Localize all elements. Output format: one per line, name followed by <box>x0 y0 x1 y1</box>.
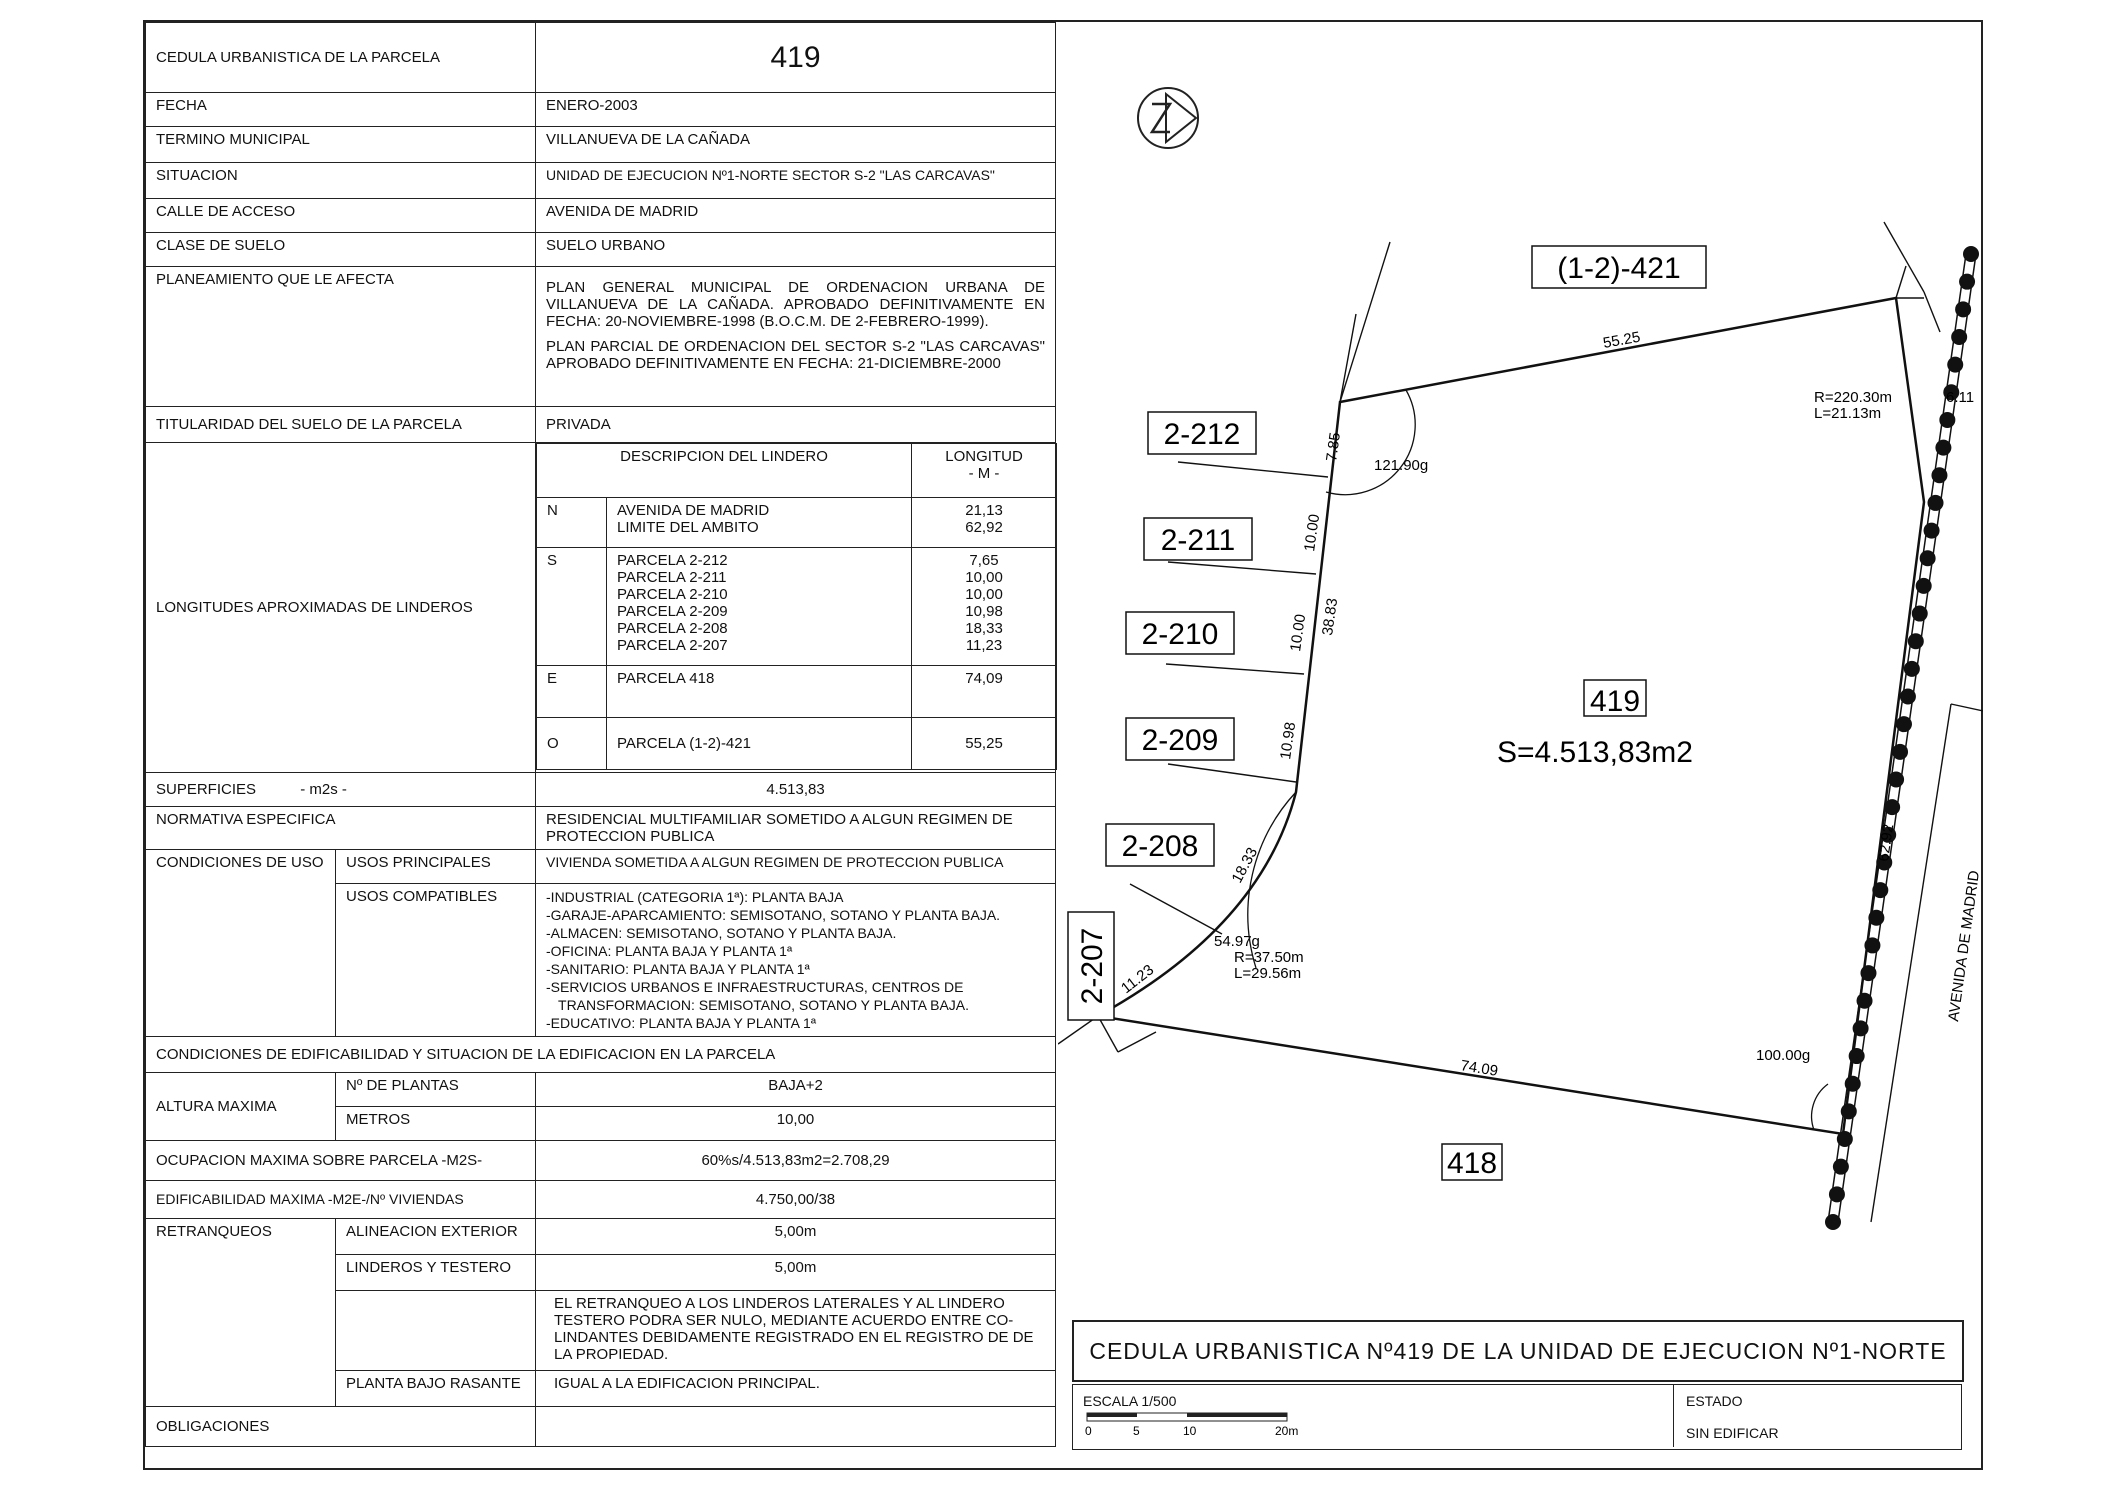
tree-icon <box>1845 1076 1861 1092</box>
tree-icon <box>1928 495 1944 511</box>
label-2-209: 2-209 <box>1141 724 1219 757</box>
superficies-value: 4.513,83 <box>536 773 1056 807</box>
dim-10-00-a: 10.00 <box>1301 513 1324 553</box>
parcel-area: S=4.513,83m2 <box>1497 736 1693 769</box>
uso-compatible-item: TRANSFORMACION: SEMISOTANO, SOTANO Y PLANTA BAJA. <box>558 997 970 1013</box>
label-2-207: 2-207 <box>1076 927 1109 1005</box>
tree-icon <box>1912 606 1928 622</box>
metros-label: METROS <box>336 1107 536 1141</box>
lindero-values-n <box>912 498 1057 548</box>
dim-11-23: 11.23 <box>1117 961 1158 998</box>
plantas-value: BAJA+2 <box>536 1073 1056 1107</box>
tree-icon <box>1963 246 1979 262</box>
obligaciones-label: OBLIGACIONES <box>146 1407 536 1447</box>
label-2-210: 2-210 <box>1141 618 1219 651</box>
lindero-item: AVENIDA DE MADRID <box>617 502 770 519</box>
planeamiento-text-1: PLAN GENERAL MUNICIPAL DE ORDENACION URBANA DE VILLANUEVA DE LA CAÑADA. APROBADO DEFINITIVAMENTE EN FECHA: 20-NOVIEMBRE-1998 (B.O.C.M. DE 2-FEBRERO-1999). <box>546 279 1046 330</box>
uso-compatible-item: -SERVICIOS URBANOS E INFRAESTRUCTURAS, CENTROS DE <box>546 979 964 995</box>
edificabilidad-header: CONDICIONES DE EDIFICABILIDAD Y SITUACION DE LA EDIFICACION EN LA PARCELA <box>146 1037 1056 1073</box>
usos-principales-label: USOS PRINCIPALES <box>336 850 536 884</box>
edif-max-value: 4.750,00/38 <box>536 1181 1056 1219</box>
planta-bajo-value: IGUAL A LA EDIFICACION PRINCIPAL. <box>536 1371 1056 1407</box>
label-2-212: 2-212 <box>1163 418 1241 451</box>
lindero-items-n <box>607 498 912 548</box>
superficies-label-cell <box>146 773 536 807</box>
situacion-label: SITUACION <box>146 163 536 199</box>
angle-54-97: 54.97g <box>1214 933 1260 950</box>
cedula-label: CEDULA URBANISTICA DE LA PARCELA <box>146 23 536 93</box>
lindero-items-s <box>607 548 912 666</box>
tree-icon <box>1900 689 1916 705</box>
dim-55-25: 55.25 <box>1601 328 1642 352</box>
angle-100: 100.00g <box>1756 1047 1811 1064</box>
lindero-item: PARCELA 2-210 <box>617 586 728 603</box>
planeamiento-text-2: PLAN PARCIAL DE ORDENACION DEL SECTOR S-2 "LAS CARCAVAS" APROBADO DEFINITIVAMENTE EN FECHA: 21-DICIEMBRE-2000 <box>546 338 1046 372</box>
plantas-label: Nº DE PLANTAS <box>336 1073 536 1107</box>
metros-value: 10,00 <box>536 1107 1056 1141</box>
curve1-radius: R=220.30m <box>1814 389 1892 406</box>
titularidad-value: PRIVADA <box>536 407 1056 443</box>
lindero-value: 62,92 <box>965 519 1003 536</box>
tree-icon <box>1931 467 1947 483</box>
dim-6-11: 6.11 <box>1946 389 1975 406</box>
tree-icon <box>1872 882 1888 898</box>
tree-icon <box>1939 412 1955 428</box>
scale-label: ESCALA 1/500 <box>1083 1393 1177 1409</box>
curve1-length: L=21.13m <box>1814 405 1882 422</box>
label-2-208: 2-208 <box>1121 830 1199 863</box>
uso-compatible-item: -SANITARIO: PLANTA BAJA Y PLANTA 1ª <box>546 961 810 977</box>
cedula-table-panel <box>145 22 1055 1468</box>
scale-section <box>1083 1393 1303 1442</box>
uso-compatible-item: -OFICINA: PLANTA BAJA Y PLANTA 1ª <box>546 943 793 959</box>
dim-38-83: 38.83 <box>1319 597 1342 637</box>
dim-10-00-b: 10.00 <box>1287 613 1310 653</box>
lindero-item: LIMITE DEL AMBITO <box>617 519 759 536</box>
titularidad-label: TITULARIDAD DEL SUELO DE LA PARCELA <box>146 407 536 443</box>
lindero-value: 10,00 <box>965 569 1003 586</box>
obligaciones-value <box>536 1407 1056 1447</box>
tree-icon <box>1825 1214 1841 1230</box>
scale-tick: 20m <box>1275 1424 1299 1438</box>
usos-principales-value: VIVIENDA SOMETIDA A ALGUN REGIMEN DE PROTECCION PUBLICA <box>536 850 1056 884</box>
label-421: (1-2)-421 <box>1557 252 1681 285</box>
tree-icon <box>1888 771 1904 787</box>
plan-drawing-panel <box>1058 22 1983 1468</box>
tree-icon <box>1951 329 1967 345</box>
scale-bar <box>1083 1409 1303 1439</box>
clase-value: SUELO URBANO <box>536 233 1056 267</box>
tree-icon <box>1955 301 1971 317</box>
linderos-head-long <box>912 444 1057 498</box>
lindero-dir-o: O <box>537 718 607 770</box>
tree-icon <box>1896 716 1912 732</box>
lindero-item: PARCELA 418 <box>607 666 912 718</box>
street-name: AVENIDA DE MADRID <box>1945 869 1983 1023</box>
tree-icon <box>1853 1020 1869 1036</box>
tree-icon <box>1833 1159 1849 1175</box>
clase-label: CLASE DE SUELO <box>146 233 536 267</box>
tree-icon <box>1864 937 1880 953</box>
usos-compatibles-label: USOS COMPATIBLES <box>336 884 536 1037</box>
lindero-value: 18,33 <box>965 620 1003 637</box>
curve2-length: L=29.56m <box>1234 965 1302 982</box>
parcel-number: 419 <box>536 23 1056 93</box>
lindero-item: PARCELA 2-207 <box>617 637 728 654</box>
dim-7-85: 7.85 <box>1323 431 1345 463</box>
tree-icon <box>1829 1186 1845 1202</box>
tree-icon <box>1892 744 1908 760</box>
planeamiento-value <box>536 267 1056 407</box>
termino-value: VILLANUEVA DE LA CAÑADA <box>536 127 1056 163</box>
planeamiento-label: PLANEAMIENTO QUE LE AFECTA <box>146 267 536 407</box>
linderos-head-unit: - M - <box>968 465 1000 482</box>
tree-icon <box>1935 440 1951 456</box>
lindero-item: PARCELA 2-208 <box>617 620 728 637</box>
situacion-value: UNIDAD DE EJECUCION Nº1-NORTE SECTOR S-2 "LAS CARCAVAS" <box>536 163 1056 199</box>
superficies-label: SUPERFICIES <box>156 781 257 798</box>
angle-121-90: 121.90g <box>1374 457 1429 474</box>
tree-icon <box>1884 799 1900 815</box>
tree-icon <box>1837 1131 1853 1147</box>
retranqueo-note: EL RETRANQUEO A LOS LINDEROS LATERALES Y AL LINDERO TESTERO PODRA SER NULO, MEDIANTE ACUERDO ENTRE CO-LINDANTES DEBIDAMENTE REGISTRADO EN EL REGISTRO DE DE LA PROPIEDAD. <box>536 1291 1056 1371</box>
uso-compatible-item: -ALMACEN: SEMISOTANO, SOTANO Y PLANTA BAJA. <box>546 925 897 941</box>
plan-drawing <box>1058 22 1983 1312</box>
label-2-211: 2-211 <box>1160 524 1236 557</box>
altura-label: ALTURA MAXIMA <box>146 1073 336 1141</box>
tree-icon <box>1947 357 1963 373</box>
cedula-table <box>145 22 1056 1447</box>
tree-icon <box>1959 274 1975 290</box>
estado-section <box>1673 1385 1779 1447</box>
tree-icon <box>1868 910 1884 926</box>
uso-compatible-item: -INDUSTRIAL (CATEGORIA 1ª): PLANTA BAJA <box>546 889 844 905</box>
alineacion-label: ALINEACION EXTERIOR <box>336 1219 536 1255</box>
lindero-value: 10,98 <box>965 603 1003 620</box>
scale-tick: 10 <box>1183 1424 1197 1438</box>
tree-icon <box>1860 965 1876 981</box>
linderos-head-desc: DESCRIPCION DEL LINDERO <box>537 444 912 498</box>
condiciones-uso-label: CONDICIONES DE USO <box>146 850 336 1037</box>
superficies-unit: - m2s - <box>300 781 347 798</box>
lindero-dir-s: S <box>537 548 607 666</box>
lindero-dir-e: E <box>537 666 607 718</box>
tree-icon <box>1916 578 1932 594</box>
lindero-item: PARCELA 2-212 <box>617 552 728 569</box>
tree-icon <box>1841 1103 1857 1119</box>
tree-icon <box>1904 661 1920 677</box>
linderos-head-long-label: LONGITUD <box>945 448 1023 465</box>
scale-tick: 0 <box>1085 1424 1092 1438</box>
lindero-value: 7,65 <box>969 552 999 569</box>
lindero-item: PARCELA 2-211 <box>617 569 727 586</box>
dim-18-33: 18.33 <box>1228 844 1262 886</box>
tree-icon <box>1920 550 1936 566</box>
tree-icon <box>1849 1048 1865 1064</box>
drawing-title: CEDULA URBANISTICA Nº419 DE LA UNIDAD DE EJECUCION Nº1-NORTE <box>1072 1320 1964 1382</box>
usos-compatibles-list <box>536 884 1056 1037</box>
lindero-value: 11,23 <box>965 637 1003 654</box>
estado-label: ESTADO <box>1686 1393 1743 1409</box>
estado-value: SIN EDIFICAR <box>1686 1425 1779 1441</box>
lindero-item: PARCELA (1-2)-421 <box>607 718 912 770</box>
fecha-label: FECHA <box>146 93 536 127</box>
dim-74-09: 74.09 <box>1459 1057 1500 1080</box>
tree-icon <box>1908 633 1924 649</box>
lindero-dir-n: N <box>537 498 607 548</box>
edif-max-label: EDIFICABILIDAD MAXIMA -M2E-/Nº VIVIENDAS <box>146 1181 536 1219</box>
retranqueo-note-spacer <box>336 1291 536 1371</box>
linderos-testero-value: 5,00m <box>536 1255 1056 1291</box>
lindero-value: 55,25 <box>912 718 1057 770</box>
uso-compatible-item: -EDUCATIVO: PLANTA BAJA Y PLANTA 1ª <box>546 1015 816 1031</box>
dim-10-98: 10.98 <box>1277 721 1300 761</box>
tree-icon <box>1857 993 1873 1009</box>
lindero-value: 21,13 <box>965 502 1003 519</box>
calle-value: AVENIDA DE MADRID <box>536 199 1056 233</box>
ocupacion-value: 60%s/4.513,83m2=2.708,29 <box>536 1141 1056 1181</box>
curve2-radius: R=37.50m <box>1234 949 1304 966</box>
termino-label: TERMINO MUNICIPAL <box>146 127 536 163</box>
tree-icon <box>1924 523 1940 539</box>
retranqueos-label: RETRANQUEOS <box>146 1219 336 1407</box>
parcel-label: 419 <box>1589 685 1641 718</box>
calle-label: CALLE DE ACCESO <box>146 199 536 233</box>
label-418: 418 <box>1446 1147 1498 1180</box>
linderos-testero-label: LINDEROS Y TESTERO <box>336 1255 536 1291</box>
lindero-values-s <box>912 548 1057 666</box>
scale-tick: 5 <box>1133 1424 1140 1438</box>
fecha-value: ENERO-2003 <box>536 93 1056 127</box>
scale-block <box>1072 1384 1962 1450</box>
planta-bajo-label: PLANTA BAJO RASANTE <box>336 1371 536 1407</box>
uso-compatible-item: -GARAJE-APARCAMIENTO: SEMISOTANO, SOTANO Y PLANTA BAJA. <box>546 907 1001 923</box>
lindero-value: 74,09 <box>912 666 1057 718</box>
lindero-item: PARCELA 2-209 <box>617 603 728 620</box>
linderos-cell <box>536 443 1056 773</box>
dim-62-92: 62.92 <box>1875 823 1898 863</box>
north-arrow-icon <box>1138 88 1198 148</box>
ocupacion-label: OCUPACION MAXIMA SOBRE PARCELA -M2S- <box>146 1141 536 1181</box>
normativa-label: NORMATIVA ESPECIFICA <box>146 807 536 850</box>
linderos-table <box>536 443 1057 770</box>
lindero-value: 10,00 <box>965 586 1003 603</box>
linderos-label: LONGITUDES APROXIMADAS DE LINDEROS <box>146 443 536 773</box>
normativa-value: RESIDENCIAL MULTIFAMILIAR SOMETIDO A ALGUN REGIMEN DE PROTECCION PUBLICA <box>536 807 1056 850</box>
alineacion-value: 5,00m <box>536 1219 1056 1255</box>
